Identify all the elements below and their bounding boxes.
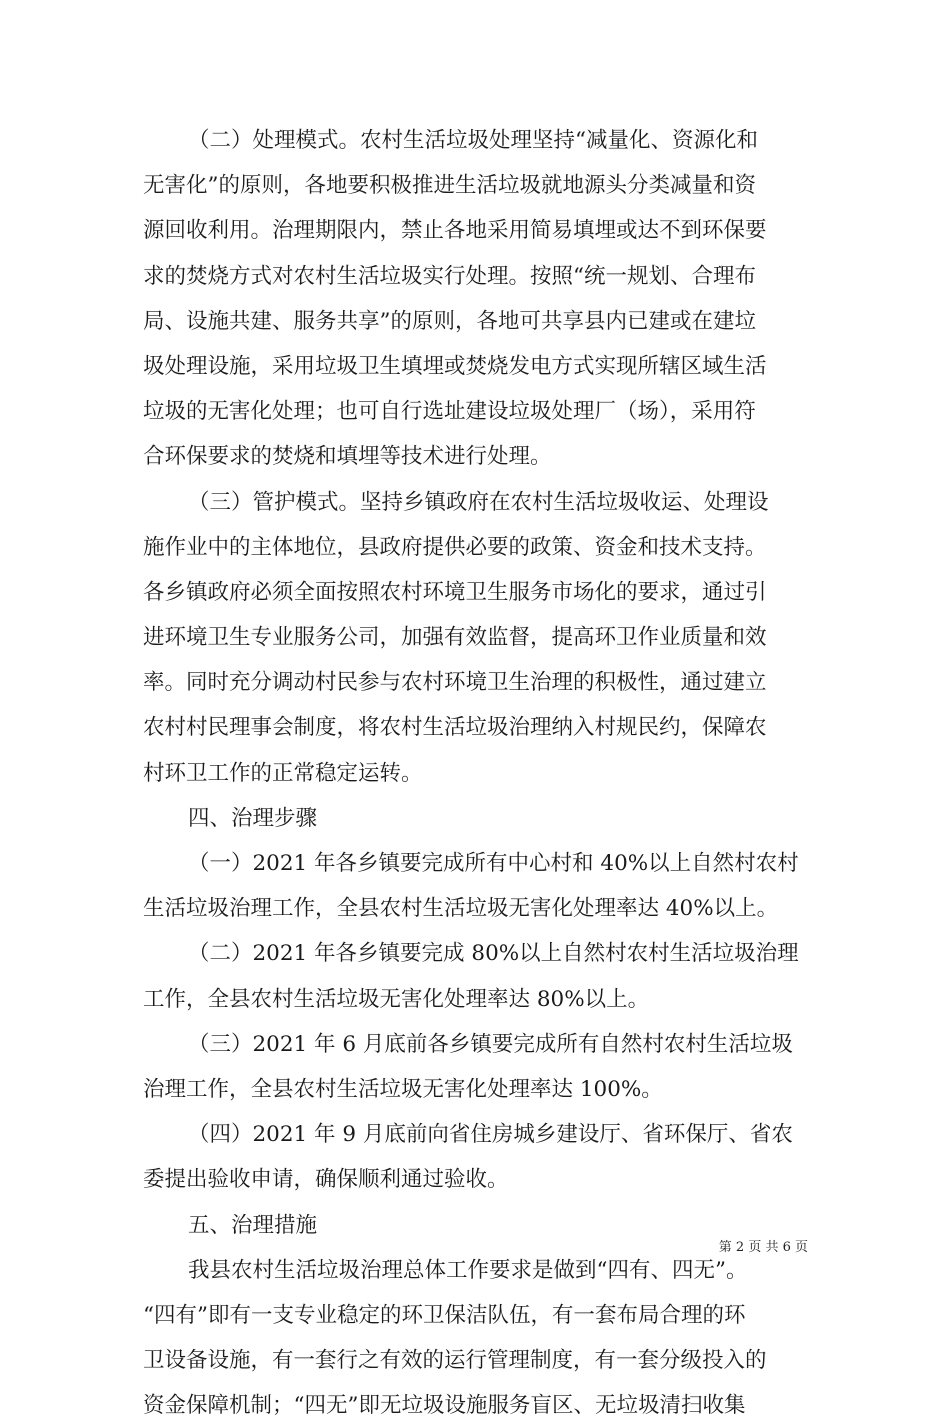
text-line: 卫设备设施，有一套行之有效的运行管理制度，有一套分级投入的 xyxy=(143,1348,767,1374)
text-line: （一）2021 年各乡镇要完成所有中心村和 40%以上自然村农村 xyxy=(188,851,799,876)
text-line: （二）2021 年各乡镇要完成 80%以上自然村农村生活垃圾治理 xyxy=(188,941,799,967)
text-line: 求的焚烧方式对农村生活垃圾实行处理。按照“统一规划、合理布 xyxy=(143,263,756,289)
text-line: （二）处理模式。农村生活垃圾处理坚持“减量化、资源化和 xyxy=(188,128,758,153)
text-line: 源回收利用。治理期限内，禁止各地采用简易填埋或达不到环保要 xyxy=(143,218,767,244)
text-line: 五、治理措施 xyxy=(188,1212,318,1238)
text-line: 率。同时充分调动村民参与农村环境卫生治理的积极性，通过建立 xyxy=(143,670,767,696)
text-line: 各乡镇政府必须全面按照农村环境卫生服务市场化的要求，通过引 xyxy=(143,579,767,605)
text-line: （三）管护模式。坚持乡镇政府在农村生活垃圾收运、处理设 xyxy=(188,489,769,515)
text-line: 施作业中的主体地位，县政府提供必要的政策、资金和技术支持。 xyxy=(143,534,767,560)
text-line: 农村村民理事会制度，将农村生活垃圾治理纳入村规民约，保障农 xyxy=(143,715,767,741)
text-line: 四、治理步骤 xyxy=(188,805,318,831)
document-body xyxy=(143,118,810,1428)
text-line: “四有”即有一支专业稳定的环卫保洁队伍，有一套布局合理的环 xyxy=(143,1302,746,1328)
page-number: 第 2 页 共 6 页 xyxy=(718,1240,808,1255)
text-line: 圾处理设施，采用垃圾卫生填埋或焚烧发电方式实现所辖区域生活 xyxy=(143,353,767,379)
text-line: 合环保要求的焚烧和填埋等技术进行处理。 xyxy=(143,444,552,470)
text-line: 垃圾的无害化处理；也可自行选址建设垃圾处理厂（场），采用符 xyxy=(143,399,756,425)
text-line: 村环卫工作的正常稳定运转。 xyxy=(143,760,423,786)
text-line: （四）2021 年 9 月底前向省住房城乡建设厅、省环保厅、省农 xyxy=(188,1122,793,1148)
text-line: 生活垃圾治理工作，全县农村生活垃圾无害化处理率达 40%以上。 xyxy=(143,896,779,922)
text-line: 资金保障机制；“四无”即无垃圾设施服务盲区、无垃圾清扫收集 xyxy=(143,1393,746,1419)
text-line: 无害化”的原则，各地要积极推进生活垃圾就地源头分类减量和资 xyxy=(143,173,756,199)
text-line: 局、设施共建、服务共享”的原则，各地可共享县内已建或在建垃 xyxy=(143,308,756,334)
text-line: （三）2021 年 6 月底前各乡镇要完成所有自然村农村生活垃圾 xyxy=(188,1031,793,1057)
text-line: 工作，全县农村生活垃圾无害化处理率达 80%以上。 xyxy=(143,986,650,1012)
text-line: 进环境卫生专业服务公司，加强有效监督，提高环卫作业质量和效 xyxy=(143,625,767,651)
text-line: 治理工作，全县农村生活垃圾无害化处理率达 100%。 xyxy=(143,1076,663,1102)
text-line: 我县农村生活垃圾治理总体工作要求是做到“四有、四无”。 xyxy=(188,1257,748,1283)
text-line: 委提出验收申请，确保顺利通过验收。 xyxy=(143,1167,509,1193)
